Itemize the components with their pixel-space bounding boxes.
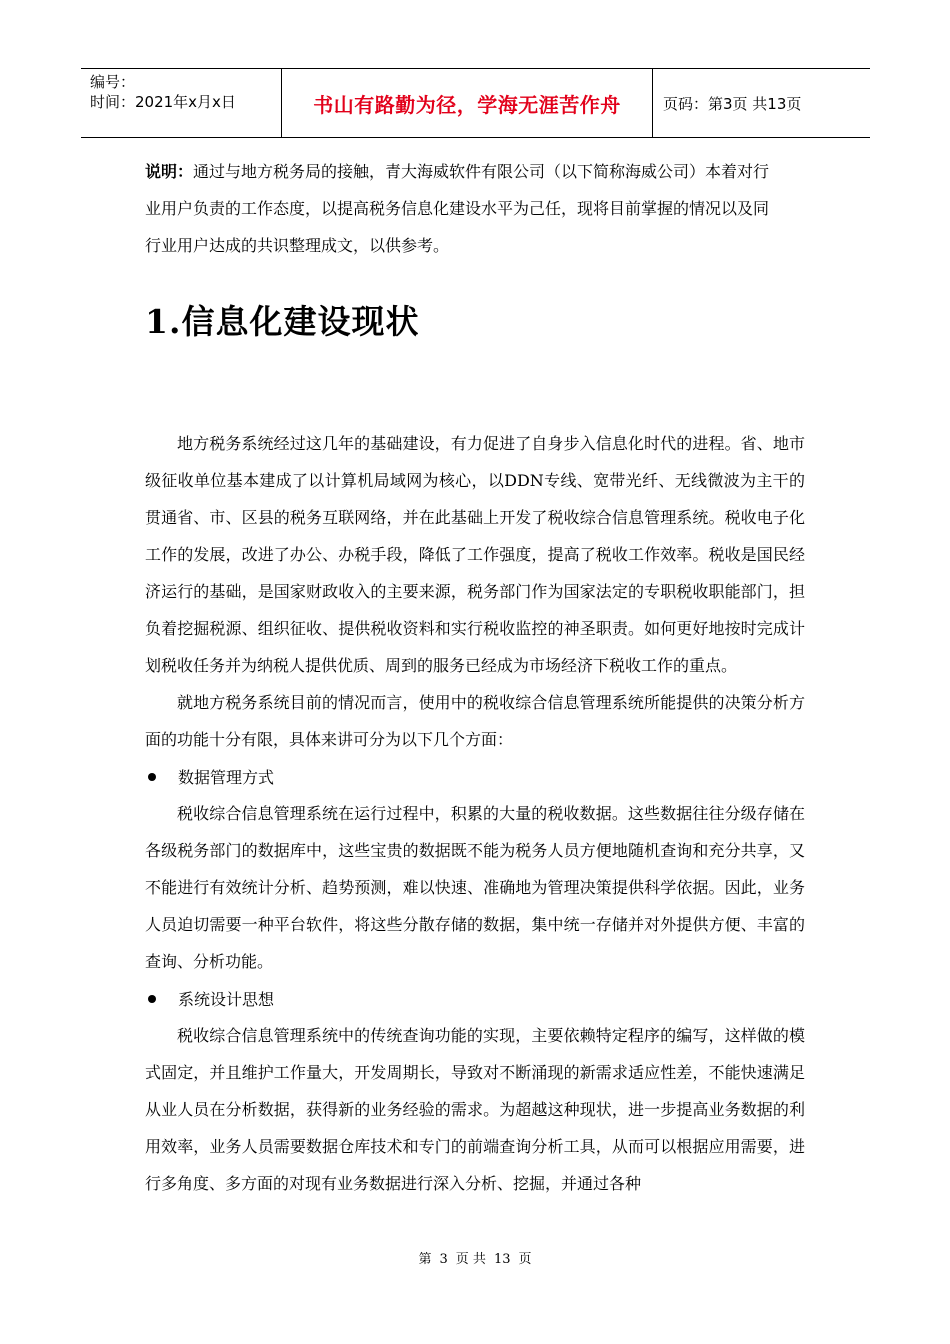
- note-line-3: 行业用户达成的共识整理成文，以供参考。: [145, 236, 450, 255]
- bullet-label: 系统设计思想: [178, 990, 275, 1009]
- footer-page-number: 3: [439, 1252, 448, 1267]
- header-motto: 书山有路勤为径，学海无涯苦作舟: [282, 69, 653, 137]
- bullet-item-data-management: [145, 758, 805, 795]
- note-label: 说明：: [145, 162, 194, 181]
- paragraph-4: 税收综合信息管理系统中的传统查询功能的实现，主要依赖特定程序的编写，这样做的模式固定，并且维护工作量大，开发周期长，导致对不断涌现的新需求适应性差，不能快速满足从业人员在分析数据，获得新的业务经验的需求。为超越这种现状，进一步提高业务数据的利用效率，业务人员需要数据仓库技术和专门的前端查询分析工具，从而可以根据应用需要，进行多角度、多方面的对现有业务数据进行深入分析、挖掘，并通过各种: [145, 1026, 805, 1193]
- note-line-1: [145, 153, 805, 190]
- header-page-info: 页码：第3页 共13页: [663, 94, 802, 113]
- section-title: 1.信息化建设现状: [145, 302, 420, 341]
- paragraph-2: 就地方税务系统目前的情况而言，使用中的税收综合信息管理系统所能提供的决策分析方面的功能十分有限，具体来讲可分为以下几个方面：: [145, 693, 805, 749]
- note-text-1: 通过与地方税务局的接触，青大海威软件有限公司（以下简称海威公司）本着对行: [193, 162, 770, 181]
- bullet-dot-icon: [148, 773, 156, 781]
- paragraph-1: 地方税务系统经过这几年的基础建设，有力促进了自身步入信息化时代的进程。省、地市级征收单位基本建成了以计算机局域网为核心，以DDN专线、宽带光纤、无线微波为主干的贯通省、市、区县的税务互联网络，并在此基础上开发了税收综合信息管理系统。税收电子化工作的发展，改进了办公、办税手段，降低了工作强度，提高了税收工作效率。税收是国民经济运行的基础，是国家财政收入的主要来源，税务部门作为国家法定的专职税收职能部门，担负着挖掘税源、组织征收、提供税收资料和实行税收监控的神圣职责。如何更好地按时完成计划税收任务并为纳税人提供优质、周到的服务已经成为市场经济下税收工作的重点。: [145, 434, 805, 675]
- note-line-2: 业用户负责的工作态度，以提高税务信息化建设水平为己任，现将目前掌握的情况以及同: [145, 199, 770, 218]
- bullet-dot-icon: [148, 995, 156, 1003]
- footer-mid: 页 共: [455, 1252, 486, 1267]
- bullet-item-system-design: [145, 980, 805, 1017]
- footer-suffix: 页: [518, 1252, 532, 1267]
- body-block: [145, 425, 805, 1202]
- footer-prefix: 第: [418, 1252, 432, 1267]
- bullet-label: 数据管理方式: [178, 768, 275, 787]
- footer-total-pages: 13: [493, 1252, 511, 1267]
- header-table: [81, 68, 870, 138]
- page-footer: [0, 1248, 950, 1267]
- header-meta-cell: [81, 69, 282, 137]
- note-block: [145, 153, 805, 264]
- time-label: 时间：2021年x月x日: [90, 93, 236, 111]
- paragraph-3: 税收综合信息管理系统在运行过程中，积累的大量的税收数据。这些数据往往分级存储在各级税务部门的数据库中，这些宝贵的数据既不能为税务人员方便地随机查询和充分共享，又不能进行有效统计分析、趋势预测，难以快速、准确地为管理决策提供科学依据。因此，业务人员迫切需要一种平台软件，将这些分散存储的数据，集中统一存储并对外提供方便、丰富的查询、分析功能。: [145, 804, 805, 971]
- number-label: 编号：: [90, 73, 136, 91]
